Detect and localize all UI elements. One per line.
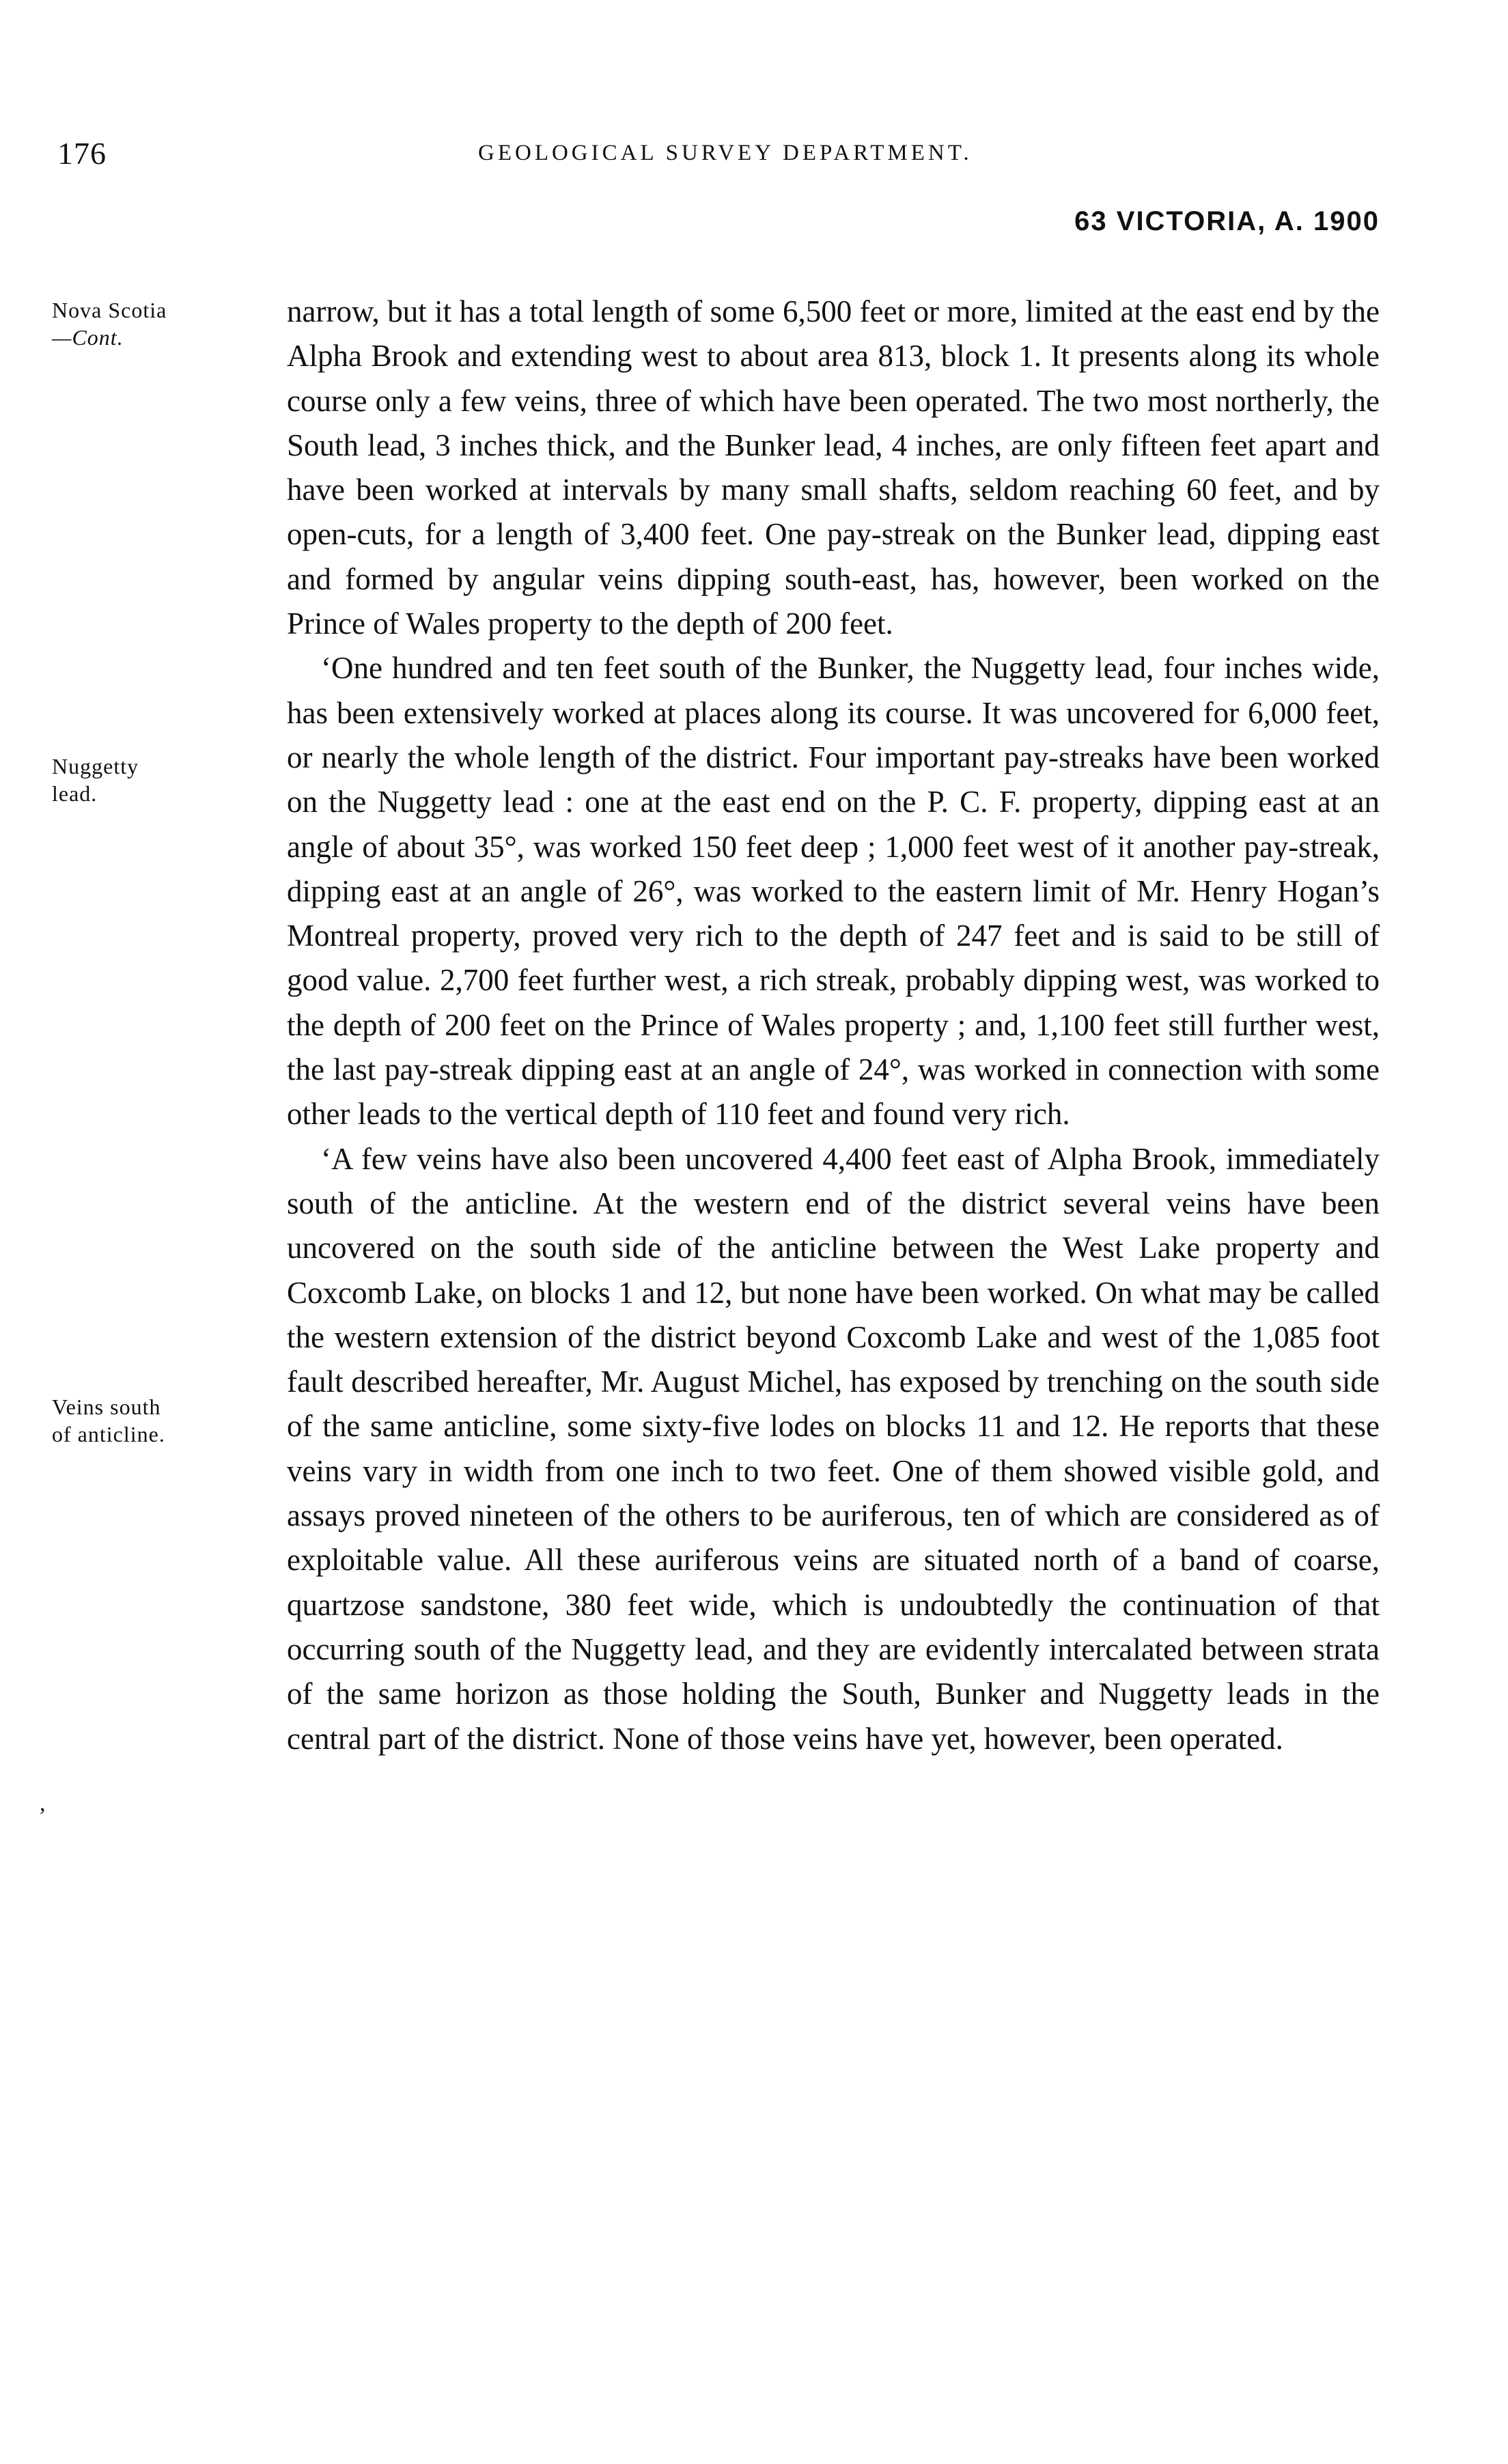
margin-note-line: —Cont. xyxy=(52,325,124,350)
margin-note-nova-scotia xyxy=(52,296,257,351)
paragraph: narrow, but it has a total length of some 6,500 feet or more, limited at the east end by the Alpha Brook and extending west to about area 813, block 1. It presents along its whole course only a few veins, three of which have been operated. The two most northerly, the South lead, 3 inches thick, and the Bunker lead, 4 inches, are only fifteen feet apart and have been worked at intervals by many small shafts, seldom reaching 60 feet, and by open-cuts, for a length of 3,400 feet. One pay-streak on the Bunker lead, dipping east and formed by angular veins dipping south-east, has, however, been worked on the Prince of Wales property to the depth of 200 feet. xyxy=(287,294,1380,641)
margin-note-line: Nova Scotia xyxy=(52,298,167,322)
margin-note-line: of anticline. xyxy=(52,1422,165,1446)
paragraph: ‘A few veins have also been uncovered 4,400 feet east of Alpha Brook, immediately south of the anticline. At the western end of the district several veins have been uncovered on the south side of the anticline between the West Lake property and Coxcomb Lake, on blocks 1 and 12, but none have been worked. On what may be called the western extension of the district beyond Coxcomb Lake and west of the 1,085 foot fault described hereafter, Mr. August Michel, has exposed by trenching on the south side of the same anticline, some sixty-five lodes on blocks 11 and 12. He reports that these veins vary in width from one inch to two feet. One of them showed visible gold, and assays proved nineteen of the others to be auriferous, ten of which are considered as of exploitable value. All these auriferous veins are situated north of a band of coarse, quartzose sandstone, 380 feet wide, which is undoubtedly the continuation of that occurring south of the Nuggetty lead, and they are evidently intercalated between strata of the same horizon as those holding the South, Bunker and Nuggetty leads in the central part of the district. None of those veins have yet, however, been operated. xyxy=(287,1141,1380,1756)
body-text xyxy=(287,290,1380,1761)
session-label: 63 VICTORIA, A. 1900 xyxy=(1074,206,1380,236)
running-head: GEOLOGICAL SURVEY DEPARTMENT. xyxy=(478,141,973,165)
stray-mark: , xyxy=(40,1791,46,1816)
paragraph: ‘One hundred and ten feet south of the Bunker, the Nuggetty lead, four inches wide, has been extensively worked at places along its course. It was uncovered for 6,000 feet, or nearly the whole length of the district. Four important pay-streaks have been worked on the Nuggetty lead : one at the east end on the P. C. F. property, dipping east at an angle of about 35°, was worked 150 feet deep ; 1,000 feet west of it another pay-streak, dipping east at an angle of 26°, was worked to the eastern limit of Mr. Henry Hogan’s Montreal property, proved very rich to the depth of 247 feet and is said to be still of good value. 2,700 feet further west, a rich streak, probably dipping west, was worked to the depth of 200 feet on the Prince of Wales property ; and, 1,100 feet still further west, the last pay-streak dipping east at an angle of 24°, was worked in connection with some other leads to the vertical depth of 110 feet and found very rich. xyxy=(287,651,1380,1132)
page-number: 176 xyxy=(57,136,107,171)
margin-note-veins-south xyxy=(52,1393,257,1448)
margin-note-nuggetty-lead xyxy=(52,753,257,807)
margin-note-line: Veins south xyxy=(52,1395,161,1419)
margin-note-line: lead. xyxy=(52,781,98,806)
margin-note-line: Nuggetty xyxy=(52,754,139,779)
